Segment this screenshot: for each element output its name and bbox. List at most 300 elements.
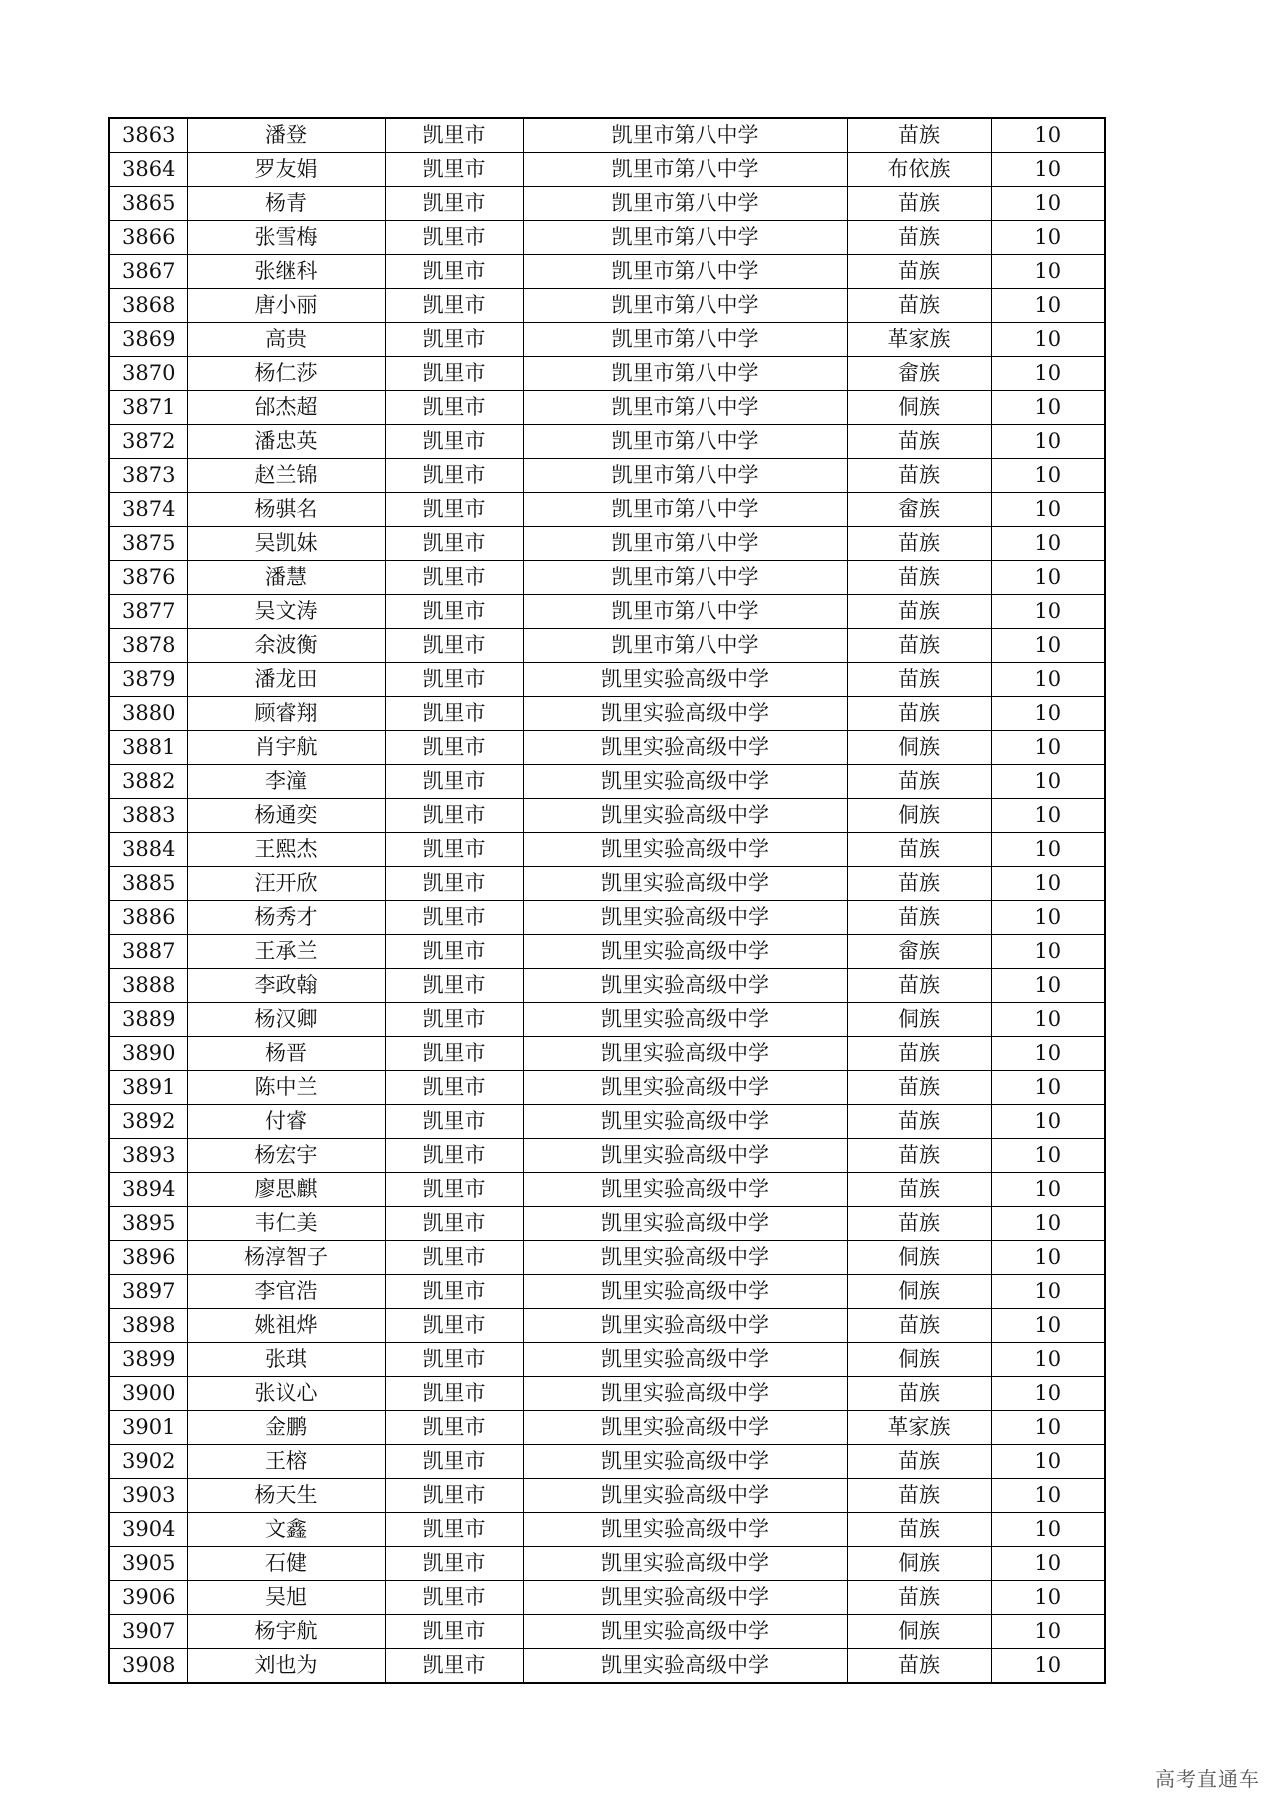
school-cell: 凯里实验高级中学 — [523, 1037, 847, 1071]
name-cell: 杨仁莎 — [187, 357, 385, 391]
table-row — [109, 118, 1105, 153]
row-number-cell: 3897 — [109, 1275, 187, 1309]
table-row — [109, 1479, 1105, 1513]
row-number-cell: 3875 — [109, 527, 187, 561]
row-number-cell: 3872 — [109, 425, 187, 459]
name-cell: 赵兰锦 — [187, 459, 385, 493]
row-number-cell: 3903 — [109, 1479, 187, 1513]
ethnicity-cell: 苗族 — [847, 1139, 991, 1173]
ethnicity-cell: 畲族 — [847, 935, 991, 969]
name-cell: 刘也为 — [187, 1649, 385, 1684]
row-number-cell: 3879 — [109, 663, 187, 697]
city-cell: 凯里市 — [385, 255, 523, 289]
score-cell: 10 — [991, 1207, 1105, 1241]
score-cell: 10 — [991, 731, 1105, 765]
row-number-cell: 3874 — [109, 493, 187, 527]
table-row — [109, 1173, 1105, 1207]
name-cell: 张雪梅 — [187, 221, 385, 255]
name-cell: 李政翰 — [187, 969, 385, 1003]
row-number-cell: 3894 — [109, 1173, 187, 1207]
score-cell: 10 — [991, 629, 1105, 663]
city-cell: 凯里市 — [385, 1411, 523, 1445]
row-number-cell: 3878 — [109, 629, 187, 663]
name-cell: 杨秀才 — [187, 901, 385, 935]
name-cell: 李官浩 — [187, 1275, 385, 1309]
table-row — [109, 425, 1105, 459]
score-cell: 10 — [991, 1139, 1105, 1173]
ethnicity-cell: 侗族 — [847, 1343, 991, 1377]
city-cell: 凯里市 — [385, 595, 523, 629]
city-cell: 凯里市 — [385, 833, 523, 867]
city-cell: 凯里市 — [385, 153, 523, 187]
school-cell: 凯里市第八中学 — [523, 255, 847, 289]
score-cell: 10 — [991, 118, 1105, 153]
city-cell: 凯里市 — [385, 1513, 523, 1547]
city-cell: 凯里市 — [385, 391, 523, 425]
ethnicity-cell: 侗族 — [847, 1547, 991, 1581]
school-cell: 凯里实验高级中学 — [523, 901, 847, 935]
score-cell: 10 — [991, 1037, 1105, 1071]
school-cell: 凯里市第八中学 — [523, 629, 847, 663]
table-row — [109, 833, 1105, 867]
ethnicity-cell: 苗族 — [847, 221, 991, 255]
name-cell: 潘登 — [187, 118, 385, 153]
name-cell: 吴文涛 — [187, 595, 385, 629]
row-number-cell: 3866 — [109, 221, 187, 255]
row-number-cell: 3868 — [109, 289, 187, 323]
table-row — [109, 153, 1105, 187]
score-cell: 10 — [991, 1343, 1105, 1377]
name-cell: 汪开欣 — [187, 867, 385, 901]
table-row — [109, 1343, 1105, 1377]
row-number-cell: 3869 — [109, 323, 187, 357]
school-cell: 凯里实验高级中学 — [523, 1309, 847, 1343]
score-cell: 10 — [991, 697, 1105, 731]
name-cell: 王榕 — [187, 1445, 385, 1479]
table-row — [109, 1411, 1105, 1445]
score-cell: 10 — [991, 1649, 1105, 1684]
table-row — [109, 867, 1105, 901]
city-cell: 凯里市 — [385, 187, 523, 221]
ethnicity-cell: 布依族 — [847, 153, 991, 187]
table-row — [109, 527, 1105, 561]
table-row — [109, 459, 1105, 493]
student-list-table — [108, 117, 1106, 1684]
name-cell: 杨宇航 — [187, 1615, 385, 1649]
name-cell: 罗友娟 — [187, 153, 385, 187]
table-row — [109, 1207, 1105, 1241]
row-number-cell: 3908 — [109, 1649, 187, 1684]
name-cell: 姚祖烨 — [187, 1309, 385, 1343]
name-cell: 潘慧 — [187, 561, 385, 595]
row-number-cell: 3890 — [109, 1037, 187, 1071]
ethnicity-cell: 苗族 — [847, 1581, 991, 1615]
table-row — [109, 1139, 1105, 1173]
ethnicity-cell: 革家族 — [847, 1411, 991, 1445]
row-number-cell: 3876 — [109, 561, 187, 595]
table-row — [109, 663, 1105, 697]
city-cell: 凯里市 — [385, 459, 523, 493]
name-cell: 杨天生 — [187, 1479, 385, 1513]
score-cell: 10 — [991, 1309, 1105, 1343]
score-cell: 10 — [991, 1377, 1105, 1411]
city-cell: 凯里市 — [385, 1003, 523, 1037]
score-cell: 10 — [991, 391, 1105, 425]
school-cell: 凯里实验高级中学 — [523, 765, 847, 799]
city-cell: 凯里市 — [385, 1139, 523, 1173]
score-cell: 10 — [991, 969, 1105, 1003]
name-cell: 张议心 — [187, 1377, 385, 1411]
school-cell: 凯里市第八中学 — [523, 527, 847, 561]
score-cell: 10 — [991, 1003, 1105, 1037]
table-row — [109, 493, 1105, 527]
school-cell: 凯里市第八中学 — [523, 493, 847, 527]
ethnicity-cell: 苗族 — [847, 629, 991, 663]
name-cell: 付睿 — [187, 1105, 385, 1139]
city-cell: 凯里市 — [385, 1207, 523, 1241]
ethnicity-cell: 苗族 — [847, 289, 991, 323]
row-number-cell: 3896 — [109, 1241, 187, 1275]
table-row — [109, 1649, 1105, 1684]
school-cell: 凯里市第八中学 — [523, 289, 847, 323]
row-number-cell: 3892 — [109, 1105, 187, 1139]
school-cell: 凯里实验高级中学 — [523, 697, 847, 731]
score-cell: 10 — [991, 1479, 1105, 1513]
score-cell: 10 — [991, 289, 1105, 323]
row-number-cell: 3895 — [109, 1207, 187, 1241]
table-row — [109, 255, 1105, 289]
school-cell: 凯里实验高级中学 — [523, 1207, 847, 1241]
city-cell: 凯里市 — [385, 663, 523, 697]
school-cell: 凯里市第八中学 — [523, 153, 847, 187]
row-number-cell: 3870 — [109, 357, 187, 391]
name-cell: 王承兰 — [187, 935, 385, 969]
score-cell: 10 — [991, 1071, 1105, 1105]
table-row — [109, 629, 1105, 663]
school-cell: 凯里市第八中学 — [523, 595, 847, 629]
city-cell: 凯里市 — [385, 629, 523, 663]
name-cell: 杨通奕 — [187, 799, 385, 833]
name-cell: 余波衡 — [187, 629, 385, 663]
watermark-text: 高考直通车 — [1155, 1767, 1260, 1791]
school-cell: 凯里实验高级中学 — [523, 833, 847, 867]
table-row — [109, 765, 1105, 799]
score-cell: 10 — [991, 1105, 1105, 1139]
school-cell: 凯里实验高级中学 — [523, 1411, 847, 1445]
name-cell: 杨汉卿 — [187, 1003, 385, 1037]
score-cell: 10 — [991, 425, 1105, 459]
name-cell: 顾睿翔 — [187, 697, 385, 731]
school-cell: 凯里市第八中学 — [523, 425, 847, 459]
table-row — [109, 1037, 1105, 1071]
name-cell: 石健 — [187, 1547, 385, 1581]
city-cell: 凯里市 — [385, 118, 523, 153]
row-number-cell: 3902 — [109, 1445, 187, 1479]
school-cell: 凯里实验高级中学 — [523, 1649, 847, 1684]
ethnicity-cell: 革家族 — [847, 323, 991, 357]
table-row — [109, 1003, 1105, 1037]
score-cell: 10 — [991, 1275, 1105, 1309]
score-cell: 10 — [991, 1547, 1105, 1581]
ethnicity-cell: 苗族 — [847, 255, 991, 289]
row-number-cell: 3864 — [109, 153, 187, 187]
name-cell: 张琪 — [187, 1343, 385, 1377]
city-cell: 凯里市 — [385, 1479, 523, 1513]
name-cell: 潘龙田 — [187, 663, 385, 697]
ethnicity-cell: 苗族 — [847, 867, 991, 901]
city-cell: 凯里市 — [385, 1105, 523, 1139]
city-cell: 凯里市 — [385, 867, 523, 901]
ethnicity-cell: 畲族 — [847, 493, 991, 527]
table-row — [109, 221, 1105, 255]
row-number-cell: 3900 — [109, 1377, 187, 1411]
ethnicity-cell: 苗族 — [847, 425, 991, 459]
ethnicity-cell: 苗族 — [847, 459, 991, 493]
row-number-cell: 3887 — [109, 935, 187, 969]
ethnicity-cell: 苗族 — [847, 901, 991, 935]
city-cell: 凯里市 — [385, 1377, 523, 1411]
school-cell: 凯里市第八中学 — [523, 323, 847, 357]
name-cell: 杨淳智子 — [187, 1241, 385, 1275]
ethnicity-cell: 苗族 — [847, 833, 991, 867]
city-cell: 凯里市 — [385, 1275, 523, 1309]
city-cell: 凯里市 — [385, 765, 523, 799]
name-cell: 吴旭 — [187, 1581, 385, 1615]
score-cell: 10 — [991, 867, 1105, 901]
score-cell: 10 — [991, 1615, 1105, 1649]
name-cell: 廖思麒 — [187, 1173, 385, 1207]
ethnicity-cell: 苗族 — [847, 1207, 991, 1241]
city-cell: 凯里市 — [385, 1037, 523, 1071]
table-row — [109, 1581, 1105, 1615]
table-row — [109, 561, 1105, 595]
city-cell: 凯里市 — [385, 1173, 523, 1207]
ethnicity-cell: 侗族 — [847, 1241, 991, 1275]
score-cell: 10 — [991, 765, 1105, 799]
name-cell: 杨宏宇 — [187, 1139, 385, 1173]
row-number-cell: 3884 — [109, 833, 187, 867]
city-cell: 凯里市 — [385, 697, 523, 731]
school-cell: 凯里市第八中学 — [523, 187, 847, 221]
row-number-cell: 3889 — [109, 1003, 187, 1037]
table-body — [109, 118, 1105, 1683]
table-row — [109, 1071, 1105, 1105]
school-cell: 凯里市第八中学 — [523, 459, 847, 493]
row-number-cell: 3899 — [109, 1343, 187, 1377]
table-row — [109, 697, 1105, 731]
school-cell: 凯里实验高级中学 — [523, 731, 847, 765]
row-number-cell: 3880 — [109, 697, 187, 731]
city-cell: 凯里市 — [385, 1581, 523, 1615]
score-cell: 10 — [991, 153, 1105, 187]
row-number-cell: 3898 — [109, 1309, 187, 1343]
school-cell: 凯里实验高级中学 — [523, 1105, 847, 1139]
score-cell: 10 — [991, 1581, 1105, 1615]
school-cell: 凯里实验高级中学 — [523, 1445, 847, 1479]
row-number-cell: 3907 — [109, 1615, 187, 1649]
score-cell: 10 — [991, 527, 1105, 561]
school-cell: 凯里实验高级中学 — [523, 1071, 847, 1105]
name-cell: 文鑫 — [187, 1513, 385, 1547]
table-row — [109, 1275, 1105, 1309]
score-cell: 10 — [991, 1241, 1105, 1275]
table-row — [109, 1309, 1105, 1343]
ethnicity-cell: 苗族 — [847, 561, 991, 595]
name-cell: 肖宇航 — [187, 731, 385, 765]
row-number-cell: 3881 — [109, 731, 187, 765]
city-cell: 凯里市 — [385, 527, 523, 561]
ethnicity-cell: 苗族 — [847, 1071, 991, 1105]
ethnicity-cell: 苗族 — [847, 1649, 991, 1684]
ethnicity-cell: 侗族 — [847, 799, 991, 833]
city-cell: 凯里市 — [385, 1649, 523, 1684]
city-cell: 凯里市 — [385, 323, 523, 357]
city-cell: 凯里市 — [385, 493, 523, 527]
school-cell: 凯里市第八中学 — [523, 391, 847, 425]
ethnicity-cell: 苗族 — [847, 1479, 991, 1513]
ethnicity-cell: 苗族 — [847, 595, 991, 629]
score-cell: 10 — [991, 459, 1105, 493]
ethnicity-cell: 侗族 — [847, 1615, 991, 1649]
ethnicity-cell: 苗族 — [847, 1173, 991, 1207]
ethnicity-cell: 苗族 — [847, 527, 991, 561]
score-cell: 10 — [991, 357, 1105, 391]
city-cell: 凯里市 — [385, 561, 523, 595]
ethnicity-cell: 侗族 — [847, 391, 991, 425]
score-cell: 10 — [991, 1173, 1105, 1207]
row-number-cell: 3871 — [109, 391, 187, 425]
row-number-cell: 3901 — [109, 1411, 187, 1445]
ethnicity-cell: 苗族 — [847, 1037, 991, 1071]
name-cell: 杨骐名 — [187, 493, 385, 527]
school-cell: 凯里实验高级中学 — [523, 663, 847, 697]
row-number-cell: 3873 — [109, 459, 187, 493]
row-number-cell: 3885 — [109, 867, 187, 901]
score-cell: 10 — [991, 663, 1105, 697]
row-number-cell: 3886 — [109, 901, 187, 935]
city-cell: 凯里市 — [385, 1445, 523, 1479]
table-row — [109, 1513, 1105, 1547]
school-cell: 凯里实验高级中学 — [523, 1547, 847, 1581]
table-row — [109, 1105, 1105, 1139]
ethnicity-cell: 侗族 — [847, 731, 991, 765]
ethnicity-cell: 侗族 — [847, 1275, 991, 1309]
table-row — [109, 901, 1105, 935]
school-cell: 凯里实验高级中学 — [523, 969, 847, 1003]
score-cell: 10 — [991, 323, 1105, 357]
city-cell: 凯里市 — [385, 799, 523, 833]
name-cell: 韦仁美 — [187, 1207, 385, 1241]
table-row — [109, 799, 1105, 833]
city-cell: 凯里市 — [385, 1615, 523, 1649]
score-cell: 10 — [991, 561, 1105, 595]
row-number-cell: 3877 — [109, 595, 187, 629]
score-cell: 10 — [991, 1411, 1105, 1445]
ethnicity-cell: 苗族 — [847, 969, 991, 1003]
name-cell: 杨青 — [187, 187, 385, 221]
name-cell: 唐小丽 — [187, 289, 385, 323]
school-cell: 凯里实验高级中学 — [523, 1241, 847, 1275]
score-cell: 10 — [991, 935, 1105, 969]
school-cell: 凯里实验高级中学 — [523, 1513, 847, 1547]
row-number-cell: 3893 — [109, 1139, 187, 1173]
row-number-cell: 3863 — [109, 118, 187, 153]
city-cell: 凯里市 — [385, 289, 523, 323]
row-number-cell: 3904 — [109, 1513, 187, 1547]
table-row — [109, 1547, 1105, 1581]
score-cell: 10 — [991, 833, 1105, 867]
name-cell: 邰杰超 — [187, 391, 385, 425]
table-row — [109, 1241, 1105, 1275]
ethnicity-cell: 苗族 — [847, 663, 991, 697]
ethnicity-cell: 苗族 — [847, 118, 991, 153]
school-cell: 凯里市第八中学 — [523, 357, 847, 391]
city-cell: 凯里市 — [385, 425, 523, 459]
row-number-cell: 3891 — [109, 1071, 187, 1105]
row-number-cell: 3905 — [109, 1547, 187, 1581]
city-cell: 凯里市 — [385, 969, 523, 1003]
school-cell: 凯里实验高级中学 — [523, 867, 847, 901]
ethnicity-cell: 侗族 — [847, 1003, 991, 1037]
ethnicity-cell: 苗族 — [847, 1309, 991, 1343]
city-cell: 凯里市 — [385, 1309, 523, 1343]
ethnicity-cell: 苗族 — [847, 765, 991, 799]
ethnicity-cell: 苗族 — [847, 1377, 991, 1411]
row-number-cell: 3906 — [109, 1581, 187, 1615]
school-cell: 凯里实验高级中学 — [523, 1615, 847, 1649]
ethnicity-cell: 畲族 — [847, 357, 991, 391]
school-cell: 凯里实验高级中学 — [523, 1139, 847, 1173]
score-cell: 10 — [991, 901, 1105, 935]
city-cell: 凯里市 — [385, 1547, 523, 1581]
row-number-cell: 3882 — [109, 765, 187, 799]
school-cell: 凯里实验高级中学 — [523, 1343, 847, 1377]
ethnicity-cell: 苗族 — [847, 1445, 991, 1479]
row-number-cell: 3867 — [109, 255, 187, 289]
name-cell: 高贵 — [187, 323, 385, 357]
score-cell: 10 — [991, 595, 1105, 629]
name-cell: 杨晋 — [187, 1037, 385, 1071]
table-row — [109, 391, 1105, 425]
ethnicity-cell: 苗族 — [847, 1105, 991, 1139]
score-cell: 10 — [991, 1445, 1105, 1479]
ethnicity-cell: 苗族 — [847, 187, 991, 221]
score-cell: 10 — [991, 255, 1105, 289]
city-cell: 凯里市 — [385, 221, 523, 255]
ethnicity-cell: 苗族 — [847, 697, 991, 731]
table-row — [109, 289, 1105, 323]
school-cell: 凯里实验高级中学 — [523, 799, 847, 833]
name-cell: 王熙杰 — [187, 833, 385, 867]
school-cell: 凯里实验高级中学 — [523, 1479, 847, 1513]
city-cell: 凯里市 — [385, 1071, 523, 1105]
table-row — [109, 1615, 1105, 1649]
score-cell: 10 — [991, 799, 1105, 833]
school-cell: 凯里实验高级中学 — [523, 1173, 847, 1207]
city-cell: 凯里市 — [385, 901, 523, 935]
name-cell: 陈中兰 — [187, 1071, 385, 1105]
school-cell: 凯里市第八中学 — [523, 221, 847, 255]
name-cell: 潘忠英 — [187, 425, 385, 459]
city-cell: 凯里市 — [385, 1241, 523, 1275]
score-cell: 10 — [991, 493, 1105, 527]
ethnicity-cell: 苗族 — [847, 1513, 991, 1547]
school-cell: 凯里实验高级中学 — [523, 1003, 847, 1037]
row-number-cell: 3888 — [109, 969, 187, 1003]
score-cell: 10 — [991, 187, 1105, 221]
score-cell: 10 — [991, 1513, 1105, 1547]
school-cell: 凯里实验高级中学 — [523, 1377, 847, 1411]
